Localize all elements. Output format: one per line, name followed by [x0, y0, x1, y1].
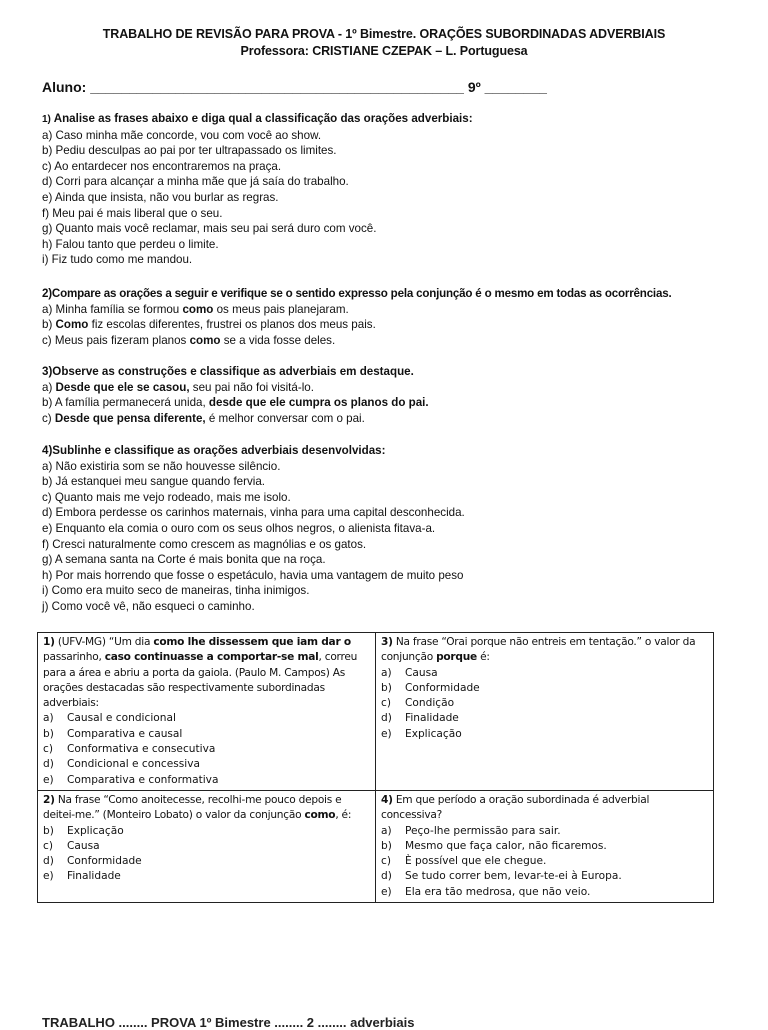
- option-letter: c): [381, 697, 391, 710]
- option-letter: d): [43, 758, 54, 771]
- highlighted-conjunction: como: [182, 302, 214, 316]
- option-text: Causal e condicional: [67, 712, 176, 725]
- mc-question-3: [376, 633, 714, 791]
- multiple-choice-table: [37, 632, 714, 903]
- list-item: e) Enquanto ela comia o ouro com os seus olhos negros, o alienista fitava-a.: [42, 521, 436, 535]
- answer-option: [381, 824, 708, 839]
- option-letter: a): [43, 712, 54, 725]
- option-text: Causa: [67, 839, 100, 852]
- list-item: c) Quanto mais me vejo rodeado, mais me isolo.: [42, 490, 291, 504]
- list-item: b) Já estanquei meu sangue quando fervia.: [42, 475, 266, 489]
- highlighted-conjunction: como: [304, 809, 336, 822]
- mc-question-number: 4): [381, 793, 393, 806]
- question-4-heading: 4)Sublinhe e classifique as orações adverbiais desenvolvidas:: [42, 444, 386, 457]
- question-1-heading: [42, 111, 742, 128]
- option-letter: c): [43, 839, 53, 852]
- stem-text: , correu para a área e abriu a porta da gaiola. (Paulo M. Campos) As orações destacadas são respectivamente subordinadas adverbiais:: [43, 651, 358, 710]
- answer-option: [43, 869, 370, 884]
- list-item: h) Falou tanto que perdeu o limite.: [42, 237, 219, 251]
- answer-option: [43, 727, 370, 742]
- answer-option: [381, 681, 708, 696]
- answer-option: [381, 854, 708, 869]
- option-text: Mesmo que faça calor, não ficaremos.: [405, 839, 607, 852]
- question-1-number: 1): [42, 114, 51, 125]
- option-text: Finalidade: [67, 870, 121, 883]
- option-text: Conformidade: [405, 681, 480, 694]
- list-item: [42, 317, 742, 333]
- list-item: i) Como era muito seco de maneiras, tinha inimigos.: [42, 584, 310, 598]
- highlighted-clause: Desde que ele se casou,: [55, 380, 190, 394]
- list-item: f) Cresci naturalmente como crescem as magnólias e os gatos.: [42, 537, 367, 551]
- item-text: os meus pais planejaram.: [213, 302, 349, 316]
- answer-option: [381, 727, 708, 742]
- item-text: b) A família permanecerá unida,: [42, 396, 209, 410]
- option-letter: e): [43, 870, 54, 883]
- option-text: Condição: [405, 697, 455, 710]
- stem-text: Na frase “Orai porque não entreis em tentação.” o valor da conjunção: [381, 636, 696, 664]
- list-item: j) Como você vê, não esqueci o caminho.: [42, 599, 255, 613]
- mc-question-number: 3): [381, 636, 393, 648]
- option-letter: d): [43, 855, 54, 868]
- item-text: se a vida fosse deles.: [220, 333, 336, 347]
- option-text: Condicional e concessiva: [67, 758, 201, 771]
- option-letter: a): [381, 824, 392, 837]
- mc-question-1: [38, 633, 376, 791]
- item-text: a) Minha família se formou: [42, 302, 183, 316]
- teacher-line: Professora: CRISTIANE CZEPAK – L. Portuguesa: [240, 44, 528, 58]
- option-text: Explicação: [67, 824, 124, 837]
- highlighted-conjunction: como: [189, 333, 221, 347]
- list-item: [42, 380, 742, 396]
- highlighted-clause: desde que ele cumpra os planos do pai.: [208, 396, 429, 410]
- item-text: seu pai não foi visitá-lo.: [189, 380, 314, 394]
- item-text: b): [42, 318, 56, 332]
- stem-text: é:: [476, 651, 490, 664]
- option-letter: d): [381, 712, 392, 725]
- answer-option: [43, 854, 370, 869]
- answer-option: [43, 757, 370, 772]
- option-text: È possível que ele chegue.: [405, 855, 547, 868]
- highlighted-conjunction: porque: [436, 651, 477, 664]
- list-item: [42, 302, 742, 318]
- table-row: [38, 633, 714, 791]
- stem-text: passarinho,: [43, 651, 105, 664]
- option-text: Ela era tão medrosa, que não veio.: [405, 885, 591, 898]
- next-page-cut-header: TRABALHO ........ PROVA 1º Bimestre ........ 2 ........ adverbiais: [42, 1015, 415, 1030]
- highlighted-clause: Desde que pensa diferente,: [54, 411, 206, 425]
- list-item: d) Corri para alcançar a minha mãe que já saía do trabalho.: [42, 175, 349, 189]
- list-item: b) Pediu desculpas ao pai por ter ultrapassado os limites.: [42, 144, 337, 158]
- answer-option: [43, 824, 370, 839]
- mc-question-3-stem: [381, 635, 708, 666]
- option-letter: b): [43, 727, 54, 740]
- list-item: d) Embora perdesse os carinhos maternais, vinha para uma capital desconhecida.: [42, 506, 465, 520]
- table-row: [38, 790, 714, 902]
- highlighted-clause: como lhe dissessem que iam dar o: [153, 636, 351, 648]
- mc-question-number: 2): [43, 793, 55, 806]
- mc-question-1-stem: [43, 635, 370, 711]
- question-3-heading: 3)Observe as construções e classifique as adverbiais em destaque.: [42, 365, 414, 378]
- answer-option: [43, 773, 370, 788]
- question-1: [42, 111, 742, 268]
- answer-option: [43, 711, 370, 726]
- option-letter: c): [43, 743, 53, 756]
- list-item: g) A semana santa na Corte é mais bonita que na roça.: [42, 553, 326, 567]
- document-title: TRABALHO DE REVISÃO PARA PROVA - 1º Bimestre. ORAÇÕES SUBORDINADAS ADVERBIAIS: [102, 27, 666, 41]
- mc-question-4-stem: [381, 793, 708, 824]
- option-letter: e): [381, 727, 392, 740]
- item-text: a): [42, 380, 56, 394]
- option-text: Peço-lhe permissão para sair.: [405, 824, 561, 837]
- mc-question-4: [376, 790, 714, 902]
- option-text: Conformidade: [67, 855, 142, 868]
- answer-option: [43, 742, 370, 757]
- list-item: [42, 333, 742, 349]
- list-item: g) Quanto mais você reclamar, mais seu pai será duro com você.: [42, 222, 377, 236]
- question-3: [42, 364, 742, 426]
- option-text: Finalidade: [405, 712, 459, 725]
- option-letter: e): [381, 885, 392, 898]
- option-text: Explicação: [405, 727, 462, 740]
- option-letter: a): [381, 666, 392, 679]
- option-letter: d): [381, 870, 392, 883]
- answer-option: [381, 885, 708, 900]
- option-text: Conformativa e consecutiva: [67, 743, 216, 756]
- question-2: [42, 286, 742, 348]
- option-text: Se tudo correr bem, levar-te-ei à Europa.: [405, 870, 622, 883]
- item-text: c) Meus pais fizeram planos: [42, 333, 190, 347]
- list-item: h) Por mais horrendo que fosse o espetáculo, havia uma vantagem de muito peso: [42, 568, 464, 582]
- option-text: Comparativa e conformativa: [67, 773, 219, 786]
- list-item: i) Fiz tudo como me mandou.: [42, 253, 193, 267]
- list-item: a) Não existiria som se não houvesse silêncio.: [42, 459, 281, 473]
- option-text: Causa: [405, 666, 438, 679]
- answer-option: [381, 711, 708, 726]
- highlighted-conjunction: Como: [55, 318, 89, 332]
- stem-text: , é:: [335, 809, 352, 822]
- option-letter: e): [43, 773, 54, 786]
- list-item: [42, 395, 742, 411]
- item-text: fiz escolas diferentes, frustrei os planos dos meus pais.: [88, 318, 376, 332]
- list-item: [42, 411, 742, 427]
- question-1-heading-text: Analise as frases abaixo e diga qual a classificação das orações adverbiais:: [50, 112, 473, 125]
- student-name-line: Aluno: ________________________________________________ 9º ________: [42, 79, 547, 95]
- list-item: c) Ao entardecer nos encontraremos na praça.: [42, 159, 282, 173]
- stem-text: (UFV-MG) “Um dia: [54, 636, 154, 648]
- option-text: Comparativa e causal: [67, 727, 183, 740]
- item-text: é melhor conversar com o pai.: [205, 411, 365, 425]
- option-letter: b): [43, 824, 54, 837]
- stem-text: Em que período a oração subordinada é adverbial concessiva?: [381, 793, 650, 822]
- item-text: c): [42, 411, 55, 425]
- mc-question-number: 1): [43, 636, 55, 648]
- answer-option: [381, 839, 708, 854]
- option-letter: b): [381, 839, 392, 852]
- option-letter: c): [381, 855, 391, 868]
- mc-question-2-stem: [43, 793, 370, 824]
- question-4: [42, 443, 742, 615]
- list-item: a) Caso minha mãe concorde, vou com você ao show.: [42, 128, 322, 142]
- stem-text: Na frase “Como anoitecesse, recolhi-me pouco depois e deitei-me.” (Monteiro Lobato) o valor da conjunção: [43, 793, 342, 822]
- mc-question-2: [38, 790, 376, 902]
- option-letter: b): [381, 681, 392, 694]
- answer-option: [381, 666, 708, 681]
- answer-option: [381, 869, 708, 884]
- question-2-heading: 2)Compare as orações a seguir e verifique se o sentido expresso pela conjunção é o mesmo em todas as ocorrências.: [42, 287, 672, 300]
- list-item: e) Ainda que insista, não vou burlar as regras.: [42, 190, 279, 204]
- answer-option: [43, 839, 370, 854]
- list-item: f) Meu pai é mais liberal que o seu.: [42, 206, 223, 220]
- highlighted-clause: caso continuasse a comportar-se mal: [104, 651, 319, 664]
- answer-option: [381, 696, 708, 711]
